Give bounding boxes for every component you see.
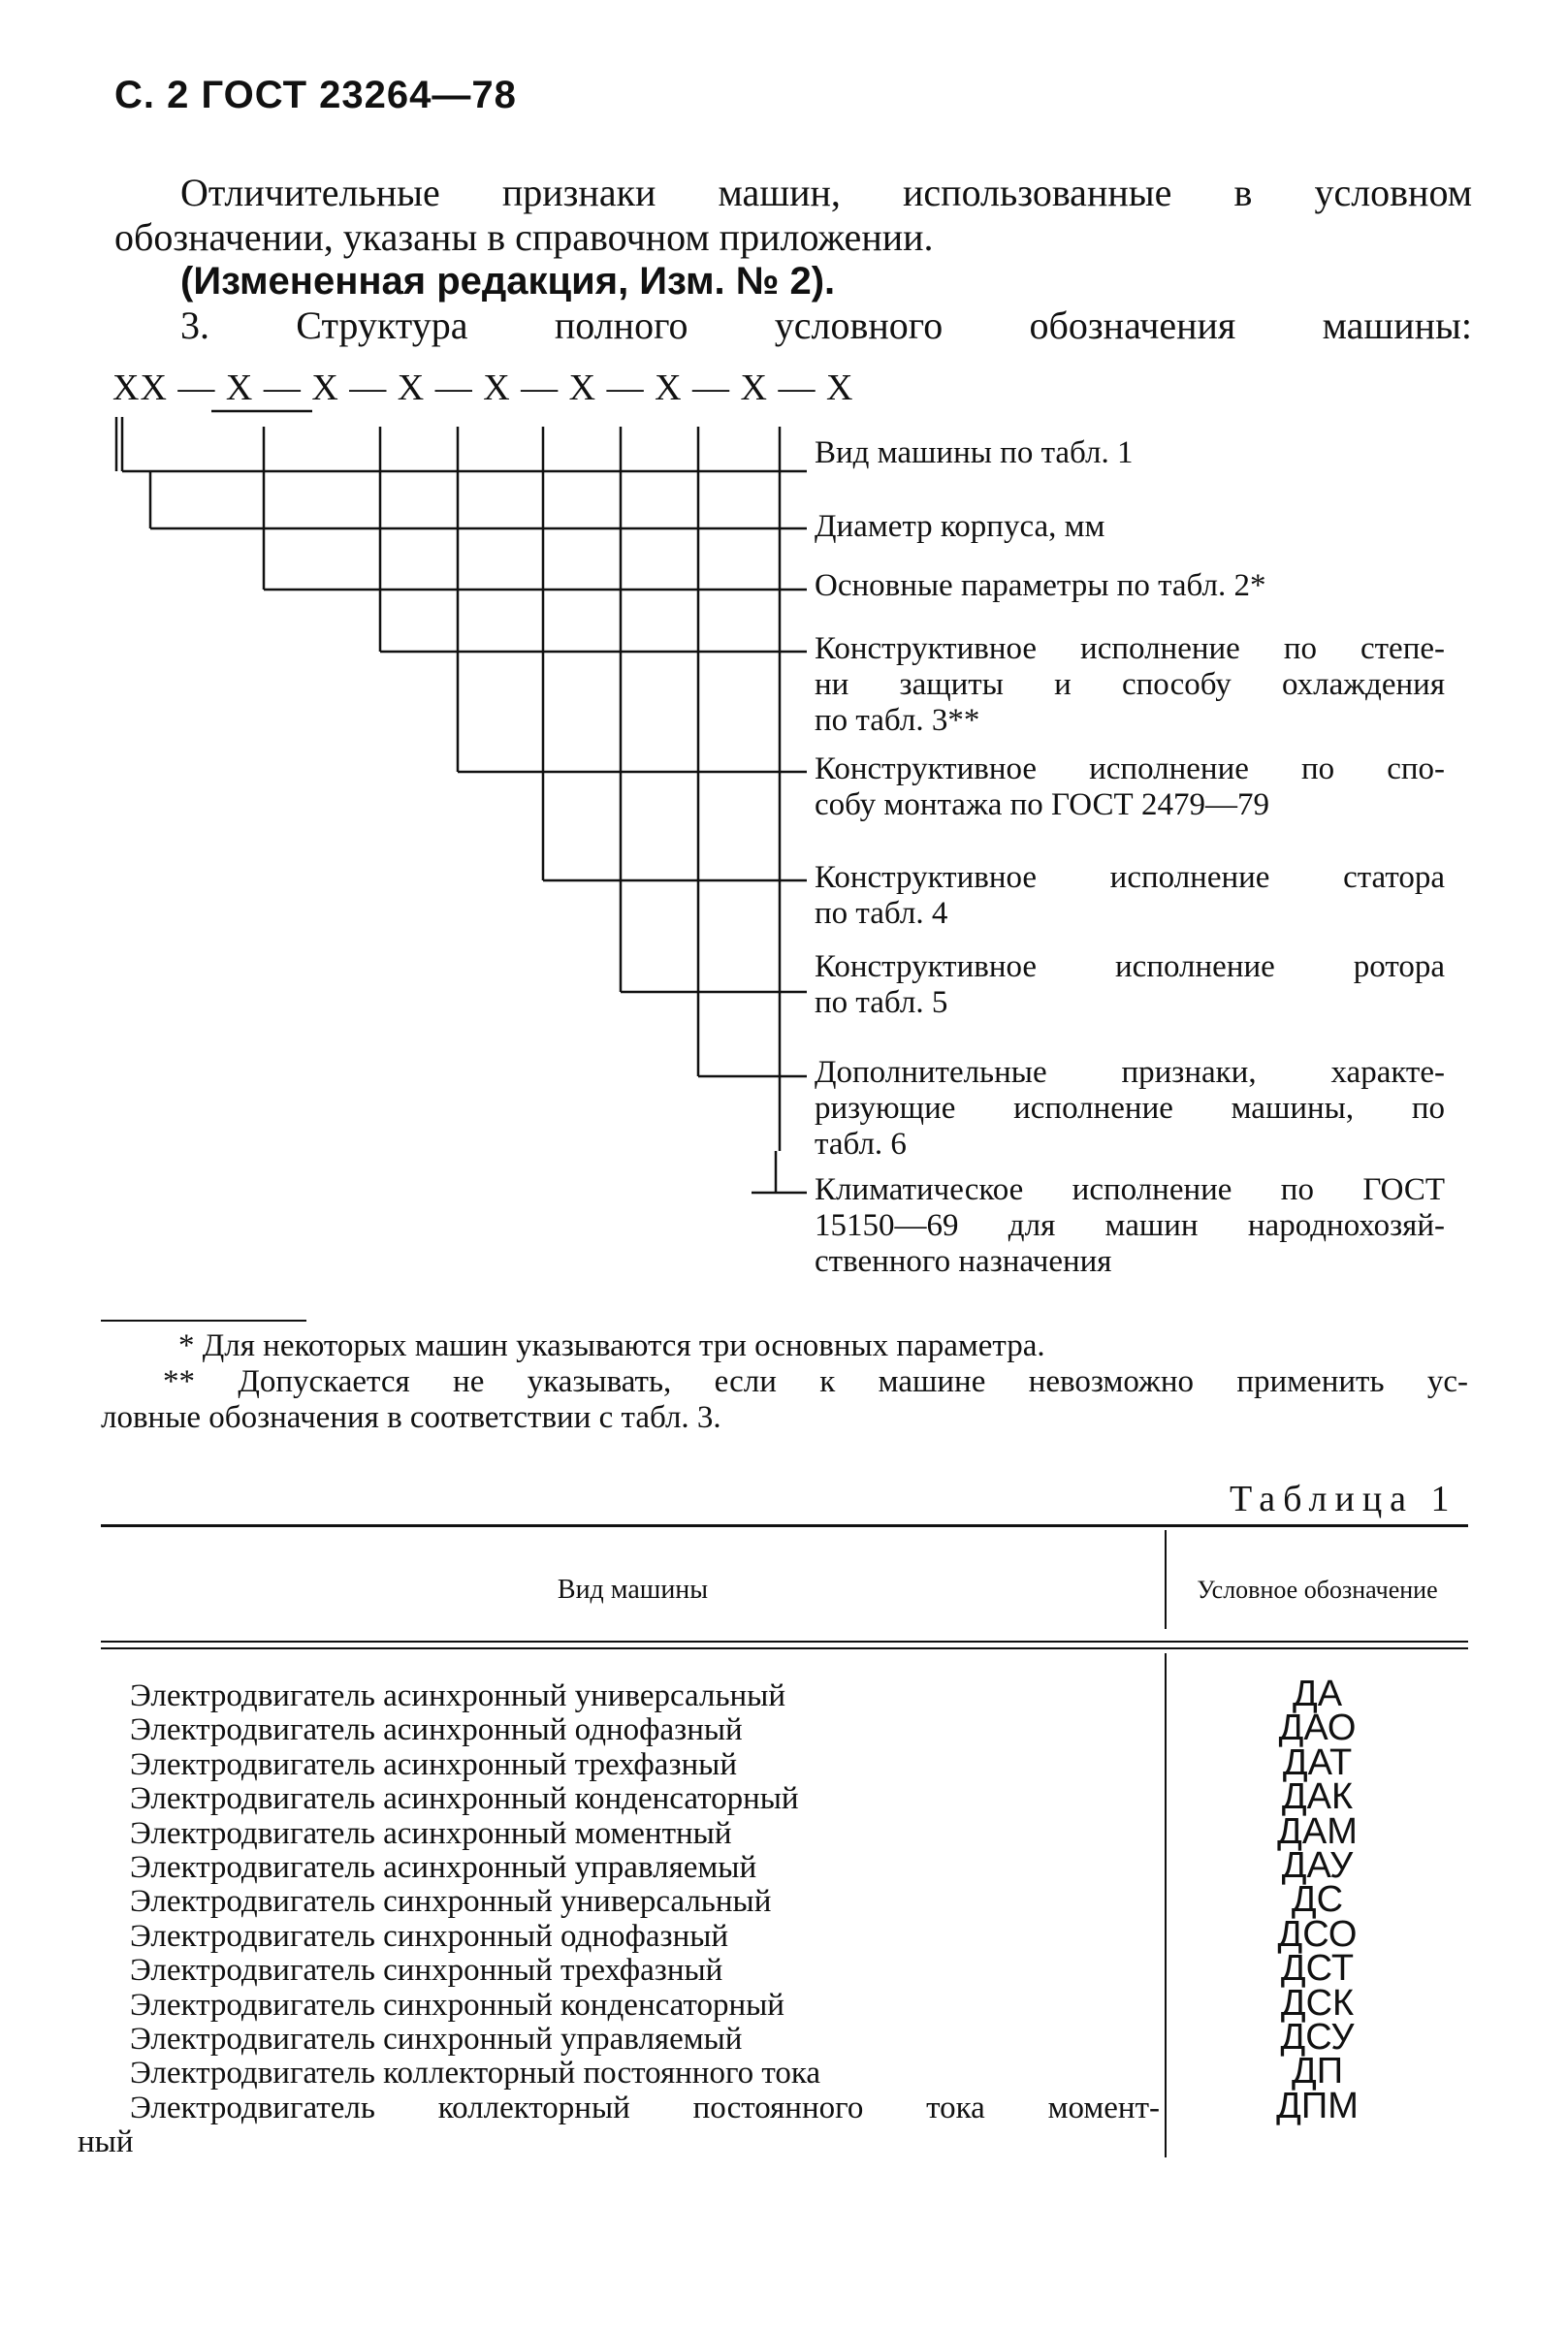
legend-entry bbox=[815, 435, 1445, 471]
table-row-name: Электродвигатель синхронный однофазный bbox=[130, 1918, 729, 1954]
legend-line: ственного назначения bbox=[815, 1244, 1112, 1279]
table-row-name: Электродвигатель синхронный трехфазный bbox=[130, 1953, 723, 1989]
table-body-codes bbox=[1167, 1674, 1468, 2126]
legend-entry bbox=[815, 949, 1445, 1021]
legend-line: Вид машины по табл. 1 bbox=[815, 435, 1134, 470]
legend-line: табл. 6 bbox=[815, 1127, 907, 1162]
table-row-name: Электродвигатель асинхронный универсальный bbox=[130, 1678, 786, 1713]
footnote-line: ** Допускается не указывать, если к машине невозможно применить ус- bbox=[163, 1364, 1468, 1399]
table-title: Таблица 1 bbox=[1230, 1479, 1457, 1519]
table-row-code: ДАМ bbox=[1277, 1810, 1358, 1852]
footnote-line: ловные обозначения в соответствии с табл. 3. bbox=[101, 1400, 721, 1435]
amendment-note: (Измененная редакция, Изм. № 2). bbox=[180, 260, 836, 303]
table-header-rule bbox=[101, 1647, 1468, 1649]
table-top-rule bbox=[101, 1524, 1468, 1527]
table-row-code: ДСО bbox=[1277, 1913, 1358, 1955]
legend-line: Конструктивное исполнение статора bbox=[815, 860, 1445, 895]
legend-line: 15150—69 для машин народнохозяй- bbox=[815, 1208, 1445, 1243]
table-row-code: ДСТ bbox=[1280, 1948, 1355, 1990]
table-row-code: ДПМ bbox=[1276, 2085, 1359, 2126]
table-row-name: Электродвигатель асинхронный моментный bbox=[130, 1815, 732, 1851]
structure-code: ХХ — Х — Х — Х — Х — Х — Х — Х — Х bbox=[112, 367, 854, 408]
table-body-names bbox=[78, 1678, 1160, 2160]
legend-line: по табл. 3** bbox=[815, 703, 980, 738]
table-row-code: ДС bbox=[1291, 1879, 1344, 1921]
paragraph-line: обозначении, указаны в справочном приложении. bbox=[114, 215, 934, 259]
legend-line: ни защиты и способу охлаждения bbox=[815, 667, 1445, 702]
legend-line: по табл. 5 bbox=[815, 985, 948, 1020]
structure-heading: 3. Структура полного условного обозначения машины: bbox=[180, 303, 1472, 347]
legend-entry bbox=[815, 860, 1445, 932]
footnote-2 bbox=[101, 1364, 1468, 1436]
table-row-code: ДП bbox=[1291, 2051, 1344, 2092]
legend-entry bbox=[815, 1172, 1445, 1280]
page-header: С. 2 ГОСТ 23264—78 bbox=[114, 74, 517, 116]
table-row-code: ДСК bbox=[1280, 1982, 1355, 2024]
table-header-code: Условное обозначение bbox=[1197, 1576, 1438, 1604]
table-row-code: ДАК bbox=[1281, 1776, 1354, 1818]
legend-line: Климатическое исполнение по ГОСТ bbox=[815, 1172, 1445, 1207]
legend-line: Диаметр корпуса, мм bbox=[815, 509, 1105, 544]
table-row-name: Электродвигатель коллекторный постоянного тока момент- bbox=[130, 2090, 1160, 2125]
table-header-rule bbox=[101, 1641, 1468, 1643]
legend-line: по табл. 4 bbox=[815, 896, 948, 931]
table-row-code: ДАТ bbox=[1282, 1741, 1353, 1783]
table-row-name: Электродвигатель синхронный управляемый bbox=[130, 2022, 743, 2058]
table-row-code: ДСУ bbox=[1280, 2017, 1355, 2059]
table-header-machine-type: Вид машины bbox=[557, 1575, 709, 1605]
legend-entry bbox=[815, 1055, 1445, 1163]
legend-line: собу монтажа по ГОСТ 2479—79 bbox=[815, 787, 1269, 822]
paragraph-line: Отличительные признаки машин, использованные в условном bbox=[180, 171, 1472, 214]
table-row-code: ДАО bbox=[1278, 1708, 1357, 1749]
table-row-name-continuation: ный bbox=[78, 2124, 134, 2160]
table-row-name: Электродвигатель синхронный конденсаторный bbox=[130, 1987, 784, 2023]
table-row-code: ДА bbox=[1292, 1674, 1343, 1714]
table-row-code: ДАУ bbox=[1281, 1845, 1354, 1887]
table-row-name: Электродвигатель коллекторный постоянного тока bbox=[130, 2056, 821, 2092]
table-row-name: Электродвигатель синхронный универсальный bbox=[130, 1884, 772, 1920]
footnote-divider bbox=[101, 1320, 306, 1322]
legend-line: Конструктивное исполнение по спо- bbox=[815, 751, 1445, 786]
legend-line: Конструктивное исполнение ротора bbox=[815, 949, 1445, 984]
legend-entry bbox=[815, 631, 1445, 739]
table-row-name: Электродвигатель асинхронный трехфазный bbox=[130, 1746, 737, 1782]
legend-entry bbox=[815, 568, 1445, 604]
legend-entry bbox=[815, 751, 1445, 823]
footnote-1: * Для некоторых машин указываются три основных параметра. bbox=[178, 1328, 1045, 1363]
legend-line: Основные параметры по табл. 2* bbox=[815, 568, 1266, 603]
legend-line: Дополнительные признаки, характе- bbox=[815, 1055, 1445, 1090]
table-row-name: Электродвигатель асинхронный управляемый bbox=[130, 1850, 757, 1886]
table-row-name: Электродвигатель асинхронный однофазный bbox=[130, 1712, 743, 1748]
legend-line: ризующие исполнение машины, по bbox=[815, 1091, 1445, 1126]
legend-entry bbox=[815, 509, 1445, 545]
table-row-name: Электродвигатель асинхронный конденсаторный bbox=[130, 1781, 799, 1817]
legend-line: Конструктивное исполнение по степе- bbox=[815, 631, 1445, 666]
